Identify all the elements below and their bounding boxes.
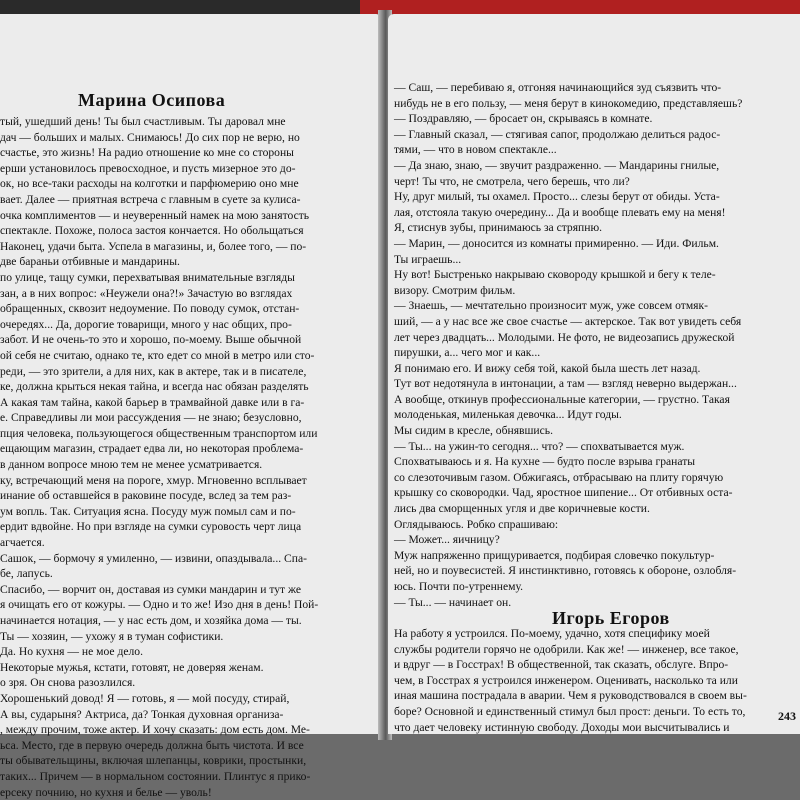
- left-text-line: ещающим магазин, страдает едва ли, но некоторая проблема-: [0, 442, 304, 456]
- right-text-line: юсь. Почти по-утреннему.: [394, 580, 523, 593]
- right-text-line: — Знаешь, — мечтательно произносит муж, уже совсем отмяк-: [394, 299, 708, 313]
- right-text-lines: [394, 80, 798, 610]
- right-text-line: Я, стиснув зубы, принимаюсь за стряпню.: [394, 221, 603, 235]
- right-text-line: пирушки, а... чего мог и как...: [394, 346, 541, 360]
- right-text-line: — Ты... — начинает он.: [394, 595, 512, 609]
- left-text-line: счастье, это жизнь! На радио отношение ко мне со стороны: [0, 146, 294, 160]
- left-text-line: забот. И не очень-то это и хорошо, по-моему. Выше обычной: [0, 333, 302, 347]
- left-text-line: дач — больших и малых. Снимаюсь! До сих пор не верю, но: [0, 130, 300, 144]
- left-text-line: Сашок, — бормочу я умиленно, — извини, опаздывала... Спа-: [0, 551, 307, 565]
- left-text-line: начинается нотация, — у нас есть дом, и хозяйка дома — ты.: [0, 614, 302, 627]
- left-text-line: е. Справедливы ли мои рассуждения — не знаю; безусловно,: [0, 411, 302, 425]
- left-text-line: Да. Но кухня — не мое дело.: [0, 645, 144, 659]
- left-text-line: Некоторые мужья, кстати, готовят, не доверяя женам.: [0, 660, 264, 674]
- left-text-line: , между прочим, тоже актер. И хочу сказать: дом есть дом. Ме-: [0, 723, 310, 737]
- left-text-line: ум вопль. Так. Ситуация ясна. Посуду муж помыл сам и по-: [0, 504, 296, 518]
- left-text-line: ердит вдвойне. Но при взгляде на сумки суровость черт лица: [0, 520, 302, 534]
- right-text-2-line: и вдруг — в Госстрах! В общественной, так сказать, обслуге. Впро-: [394, 658, 729, 672]
- left-text-line: ку, встречающий меня на пороге, хмур. Мгновенно всплывает: [0, 473, 307, 487]
- left-author-heading: Марина Осипова: [78, 90, 226, 110]
- left-text-line: Ты — хозяин, — ухожу я в туман софистики.: [0, 629, 224, 643]
- left-text-line: пция человека, пользующегося общественным транспортом или: [0, 426, 318, 440]
- right-text-line: Ну, друг милый, ты охамел. Просто... слезы берут от обиды. Уста-: [394, 190, 720, 204]
- left-text-line: по улице, тащу сумки, перехватывая внимательные взгляды: [0, 270, 295, 284]
- right-text-line: Муж напряженно прищуривается, подбирая словечко покультур-: [394, 548, 715, 562]
- left-page: [0, 14, 382, 799]
- left-text-line: агчается.: [0, 536, 45, 550]
- left-text-line: вает. Далее — приятная встреча с главным в суете за кулиса-: [0, 192, 301, 206]
- right-text-2-line: иная машина пострадала в аварии. Чем я руководствовался в своем вы-: [394, 689, 747, 703]
- right-text-2-line: службы родители горячо не одобрили. Как же! — инженер, все такое,: [394, 642, 739, 656]
- right-text-line: лись два сморщенных угля и две коричневые кости.: [394, 502, 650, 516]
- left-text-line: ок, но все-таки расходы на колготки и парфюмерию оно мне: [0, 177, 299, 191]
- left-text-line: обращенных, сквозит недоумение. По поводу сумок, отстан-: [0, 302, 300, 316]
- right-text-line: нибудь не в его пользу, — меня берут в кинокомедию, представляешь?: [394, 96, 743, 110]
- right-text-line: — Да знаю, знаю, — звучит раздраженно. — Мандарины гнилые,: [394, 158, 720, 172]
- left-text-line: две бараньи отбивные и мандарины.: [0, 255, 180, 269]
- right-text-line: молоденькая, миленькая девочка... Идут годы.: [394, 408, 622, 422]
- right-text-line: Ну вот! Быстренько накрываю сковороду крышкой и бегу к теле-: [394, 268, 716, 282]
- right-text-line: ший, — а у нас все же свое счастье — актерское. Так вот увидеть себя: [394, 314, 742, 328]
- left-text-line: бе, лапусь.: [0, 567, 53, 581]
- left-text-line: ерсеку почнию, но кухня и белье — уволь!: [0, 785, 212, 799]
- left-text-line: Спасибо, — ворчит он, доставая из сумки мандарин и тут же: [0, 582, 302, 596]
- right-text-2-line: чем, в Госстрах я устроился инженером. Оценивать, насколько та или: [394, 673, 738, 687]
- right-text-line: тями, — что в новом спектакле...: [394, 143, 557, 157]
- right-text-line: — Марин, — доносится из комнаты примиренно. — Иди. Фильм.: [394, 236, 719, 250]
- right-text-line: визору. Смотрим фильм.: [394, 283, 516, 297]
- right-text-line: Ты играешь...: [394, 252, 462, 266]
- left-text-line: А вы, сударыня? Актриса, да? Тонкая духовная организа-: [0, 707, 284, 721]
- left-text-line: спектакле. Похоже, полоса застоя кончается. Но обольщаться: [0, 224, 304, 238]
- left-text-line: А какая там тайна, какой барьер в трамвайной давке или в га-: [0, 395, 305, 409]
- right-text-line: — Саш, — перебиваю я, отгоняя начинающийся зуд съязвить что-: [394, 81, 722, 94]
- left-text-line: Хорошенький довод! Я — готовь, я — мой посуду, стирай,: [0, 691, 290, 705]
- left-text-line: ты обывательщины, включая шлепанцы, коврики, простынки,: [0, 754, 307, 768]
- right-text-line: лая, отстояла такую очередину... Да и вообще плевать ему на меня!: [394, 205, 726, 219]
- right-text-line: А вообще, откинув профессиональные категории, — грустно. Такая: [394, 392, 730, 406]
- right-text-line: Я понимаю его. И вижу себя той, какой была шесть лет назад.: [394, 361, 701, 375]
- left-text-line: я очищать его от кожуры. — Одно и то же! Изо дня в день! Пой-: [0, 598, 319, 612]
- right-text-line: — Может... яичницу?: [394, 533, 500, 547]
- right-text-line: Спохватываюсь и я. На кухне — будто после взрыва гранаты: [394, 455, 696, 469]
- left-text-line: таких... Причем — в нормальном состоянии. Плинтус я прико-: [0, 769, 311, 783]
- left-text-line: очка комплиментов — и неуверенный намек на мою занятость: [0, 208, 310, 222]
- right-text-lines-2: [394, 626, 798, 735]
- right-text-line: лет через двадцать... Молодыми. Не фото, не видеозапись дружеской: [394, 330, 735, 344]
- left-text-line: Наконец, удачи быта. Успела в магазины, и, более того, — по-: [0, 239, 307, 253]
- left-text-line: ой себя не считаю, однако те, кто едет со мной в метро или сто-: [0, 348, 315, 362]
- right-text-line: — Поздравляю, — бросает он, скрываясь в комнате.: [394, 112, 653, 126]
- page-number: 243: [778, 709, 796, 723]
- left-text-line: ерши установилось превосходное, и пусть мизерное это до-: [0, 161, 296, 175]
- right-page: [388, 14, 800, 734]
- right-text-line: ней, но и поувесистей. Я инстинктивно, готовясь к обороне, озлобля-: [394, 564, 737, 578]
- right-text-line: Оглядываюсь. Робко спрашиваю:: [394, 517, 559, 531]
- right-author-heading: Игорь Егоров: [552, 608, 670, 628]
- right-text-line: — Ты... на ужин-то сегодня... что? — спохватывается муж.: [394, 439, 685, 453]
- right-text-2-line: На работу я устроился. По-моему, удачно, хотя специфику моей: [394, 627, 710, 640]
- red-cover-edge: [360, 0, 800, 14]
- left-text-line: зан, а в них вопрос: «Неужели она?!» Зачастую во взглядах: [0, 286, 293, 300]
- right-text-line: Мы сидим в кресле, обнявшись.: [394, 424, 553, 438]
- left-text-line: в данном вопросе мною тем не менее усматривается.: [0, 458, 263, 472]
- left-text-lines: [0, 114, 376, 800]
- right-text-line: — Главный сказал, — стягивая сапог, продолжаю делиться радос-: [394, 127, 721, 141]
- right-text-line: Тут вот недотянула в интонации, а там — взгляд неверно выдержан...: [394, 377, 737, 391]
- left-text-line: о зря. Он снова разозлился.: [0, 676, 136, 690]
- left-text-line: очередях... Да, дорогие товарищи, много у нас общих, про-: [0, 317, 292, 331]
- right-text-line: крышку со сковородки. Чад, яростное шипение... От отбивных оста-: [394, 486, 733, 500]
- right-text-2-line: боре? Основной и единственный стимул был прост: деньги. То есть то,: [394, 704, 746, 718]
- left-text-line: реди, — это зрители, а для них, как в актере, так и в писателе,: [0, 364, 307, 378]
- left-text-line: ке, должна крыться некая тайна, и всегда нас обязан разделять: [0, 380, 309, 394]
- right-text-2-line: что дает человеку истинную свободу. Доходы мои высчитывались и: [394, 720, 730, 734]
- right-text-line: черт! Ты что, не смотрела, чего берешь, что ли?: [394, 174, 630, 188]
- left-text-line: тый, ушедший день! Ты был счастливым. Ты даровал мне: [0, 115, 286, 128]
- left-text-line: ьса. Место, где в первую очередь должна быть чистота. И все: [0, 738, 304, 752]
- right-text-line: со слезоточивым газом. Обжигаясь, отбрасываю на плиту горячую: [394, 470, 724, 484]
- left-text-line: инание об оставшейся в раковине посуде, вслед за тем раз-: [0, 489, 292, 503]
